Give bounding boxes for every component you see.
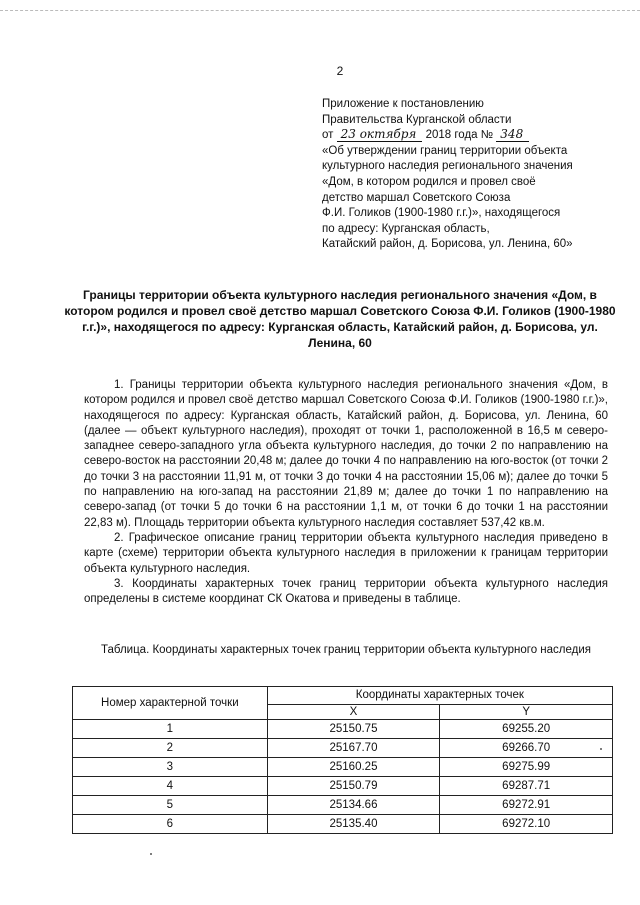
table-row [73,815,613,834]
appendix-line-1: Приложение к постановлению [322,98,484,110]
scan-edge-line [0,10,640,11]
appendix-line-2: Правительства Курганской области [322,113,512,126]
y-cell: 69272.10 [440,815,613,834]
appendix-ref-line: культурного наследия регионального значения [322,160,573,173]
table-caption: Таблица. Координаты характерных точек границ территории объекта культурного наследия [100,644,591,656]
appendix-ref-line: «Дом, в котором родился и провел своё [322,175,536,188]
scan-speck [600,748,602,750]
appendix-ref-line: Катайский район, д. Борисова, ул. Ленина, 60» [322,238,573,251]
appendix-ref-line: Ф.И. Голиков (1900-1980 г.г.)», находящегося [322,207,561,220]
appendix-ref-line: «Об утверждении границ территории объекта [322,144,568,157]
coordinates-table [72,686,613,834]
point-number-cell: 1 [73,720,268,739]
table-row [73,777,613,796]
appendix-header [322,97,622,253]
point-number-cell: 2 [73,739,268,758]
scan-speck [150,853,152,855]
point-number-cell: 6 [73,815,268,834]
paragraph-3: 3. Координаты характерных точек границ территории объекта культурного наследия определены в системе координат СК Окатова и приведены в таблице. [84,577,608,606]
y-cell: 69287.71 [440,777,613,796]
header-coordinates: Координаты характерных точек [267,687,612,705]
table-row [73,758,613,777]
header-x: X [267,705,440,720]
paragraph-2: 2. Графическое описание границ территории объекта культурного наследия приведено в карте (схеме) территории объекта культурного наследия в приложении к границам территории объекта культурного наследия. [84,531,608,575]
paragraph-1: 1. Границы территории объекта культурного наследия регионального значения «Дом, в котором родился и провел своё детство маршал Советского Союза Ф.И. Голиков (1900-1980 г.г.)», находящегося по адресу: Курганская область, Катайский район, д. Борисова, ул. Ленина, 60 (далее — объект культурного наследия), проходят от точки 1, расположенной в 16,5 м северо-западнее северо-западного угла объекта культурного наследия, до точки 2 по направлению на северо-восток на расстоянии 20,48 м; далее до точки 4 по направлению на юго-восток (от точки 2 до точки 3 на расстоянии 11,91 м, от точки 3 до точки 4 на расстоянии 15,06 м); далее до точки 5 по направлению на юго-запад на расстоянии 21,89 м; далее до точки 1 по направлению на северо-запад (от точки 5 до точки 6 на расстоянии 1,1 м, от точки 6 до точки 1 на расстоянии 22,83 м). Площадь территории объекта культурного наследия составляет 537,42 кв.м. [84,379,608,529]
x-cell: 25160.25 [267,758,440,777]
x-cell: 25150.75 [267,720,440,739]
page-number: 2 [336,64,344,78]
y-cell: 69275.99 [440,758,613,777]
appendix-ref-line: по адресу: Курганская область, [322,222,490,235]
document-body [84,378,608,607]
y-cell: 69272.91 [440,796,613,815]
date-suffix: 2018 года № [425,129,494,142]
x-cell: 25134.66 [267,796,440,815]
point-number-cell: 5 [73,796,268,815]
appendix-date-line [322,128,622,144]
y-cell: 69255.20 [440,720,613,739]
handwritten-date: 23 октября [337,128,423,142]
appendix-ref-line: детство маршал Советского Союза [322,191,511,204]
table-row [73,739,613,758]
handwritten-number: 348 [496,128,529,142]
y-cell: 69266.70 [440,739,613,758]
x-cell: 25135.40 [267,815,440,834]
document-title: Границы территории объекта культурного наследия регионального значения «Дом, в котором родился и провел своё детство маршал Советского Союза Ф.И. Голиков (1900-1980 г.г.)», находящегося по адресу: Курганская область, Катайский район, д. Борисова, ул. Ленина, 60 [64,288,616,350]
point-number-cell: 4 [73,777,268,796]
header-point-number: Номер характерной точки [73,687,268,720]
x-cell: 25167.70 [267,739,440,758]
x-cell: 25150.79 [267,777,440,796]
header-y: Y [440,705,613,720]
table-row [73,796,613,815]
point-number-cell: 3 [73,758,268,777]
table-row [73,720,613,739]
date-prefix: от [322,129,334,142]
